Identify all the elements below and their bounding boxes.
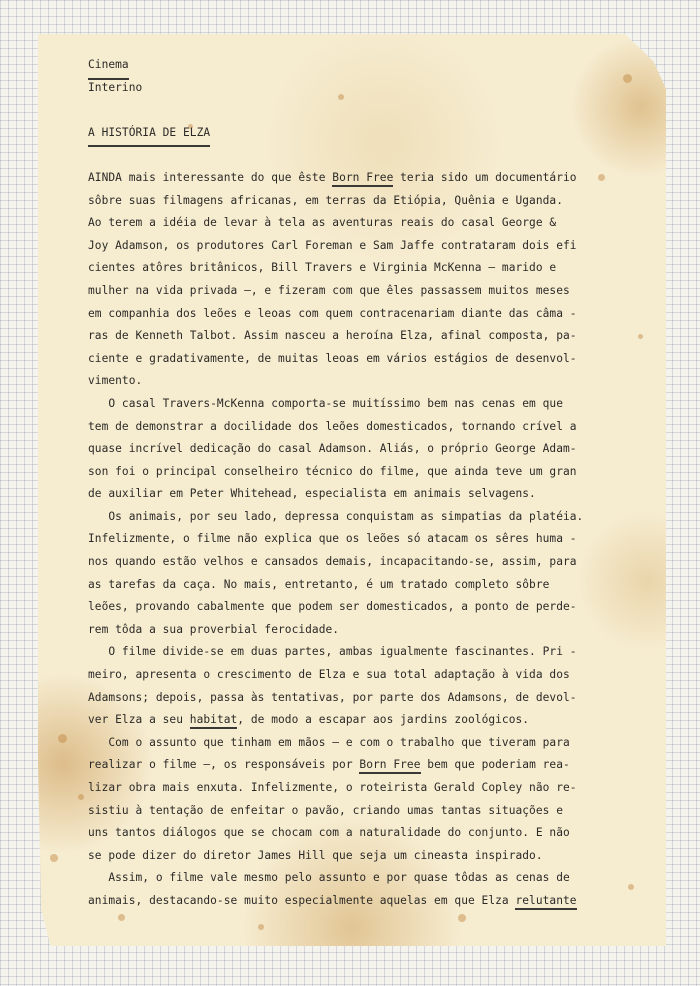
article-body (88, 167, 638, 913)
text-line: ver Elza a seu habitat, de modo a escapar aos jardins zoológicos. (88, 709, 638, 732)
text-line: rem tôda a sua proverbial ferocidade. (88, 622, 340, 636)
text-line: tem de demonstrar a docilidade dos leões domesticados, tornando crível a (88, 419, 577, 433)
text-line: nos quando estão velhos e cansados demais, incapacitando-se, assim, para (88, 555, 577, 569)
text-line: AINDA mais interessante do que êste Born Free teria sido um documentário (88, 167, 638, 190)
text-line: realizar o filme —, os responsáveis por Born Free bem que poderiam rea- (88, 754, 638, 777)
article-title: A HISTÓRIA DE ELZA (88, 122, 210, 148)
text-line: O filme divide-se em duas partes, ambas igualmente fascinantes. Pri - (88, 645, 577, 659)
text-line: quase incrível dedicação do casal Adamson. Aliás, o próprio George Adam- (88, 442, 577, 456)
text-line: Os animais, por seu lado, depressa conquistam as simpatias da platéia. (88, 509, 584, 523)
section-label: Cinema (88, 54, 129, 80)
text-line: Joy Adamson, os produtores Carl Foreman e Sam Jaffe contrataram dois efi (88, 238, 577, 252)
text-line: O casal Travers-McKenna comporta-se muitíssimo bem nas cenas em que (88, 396, 563, 410)
document-text (88, 54, 638, 913)
text-line: Infelizmente, o filme não explica que os leões só atacam os sêres huma - (88, 532, 577, 546)
text-line: Adamsons; depois, passa às tentativas, por parte dos Adamsons, de devol- (88, 690, 577, 704)
text-line: lizar obra mais enxuta. Infelizmente, o roteirista Gerald Copley não re- (88, 781, 577, 794)
text-line: em companhia dos leões e leoas com quem contracenariam diante das câma - (88, 306, 577, 320)
text-line: sôbre suas filmagens africanas, em terras da Etiópia, Quênia e Uganda. (88, 193, 563, 207)
text-line: animais, destacando-se muito especialmente aquelas em que Elza relutante (88, 890, 638, 913)
text-line: Assim, o filme vale mesmo pelo assunto e por quase tôdas as cenas de (88, 871, 570, 885)
text-line: cientes atôres britânicos, Bill Travers e Virginia McKenna — marido e (88, 261, 557, 275)
underlined-term: Born Free (359, 758, 420, 774)
text-line: sistiu à tentação de enfeitar o pavão, criando umas tantas situações e (88, 803, 563, 817)
text-line: uns tantos diálogos que se chocam com a naturalidade do conjunto. E não (88, 826, 570, 840)
text-line: mulher na vida privada —, e fizeram com que êles passassem muitos meses (88, 283, 570, 297)
text-line: meiro, apresenta o crescimento de Elza e sua total adaptação à vida dos (88, 668, 570, 682)
text-line: Ao terem a idéia de levar à tela as aventuras reais do casal George & (88, 216, 557, 230)
underlined-term: Born Free (332, 171, 393, 187)
text-line: ciente e gradativamente, de muitas leoas em vários estágios de desenvol- (88, 351, 577, 365)
text-line: de auxiliar em Peter Whitehead, especialista em animais selvagens. (88, 487, 536, 501)
text-line: ras de Kenneth Talbot. Assim nasceu a heroína Elza, afinal composta, pa- (88, 329, 577, 343)
text-line: se pode dizer do diretor James Hill que seja um cineasta inspirado. (88, 848, 543, 862)
text-line: son foi o principal conselheiro técnico do filme, que ainda teve um gran (88, 464, 577, 478)
text-line: leões, provando cabalmente que podem ser domesticados, a ponto de perde- (88, 600, 577, 614)
underlined-term: relutante (515, 894, 576, 910)
text-line: Com o assunto que tinham em mãos — e com o trabalho que tiveram para (88, 735, 570, 749)
subsection-label: Interino (88, 80, 143, 94)
text-line: as tarefas da caça. No mais, entretanto, é um tratado completo sôbre (88, 577, 550, 591)
underlined-term: habitat (190, 713, 238, 729)
text-line: vimento. (88, 374, 143, 388)
